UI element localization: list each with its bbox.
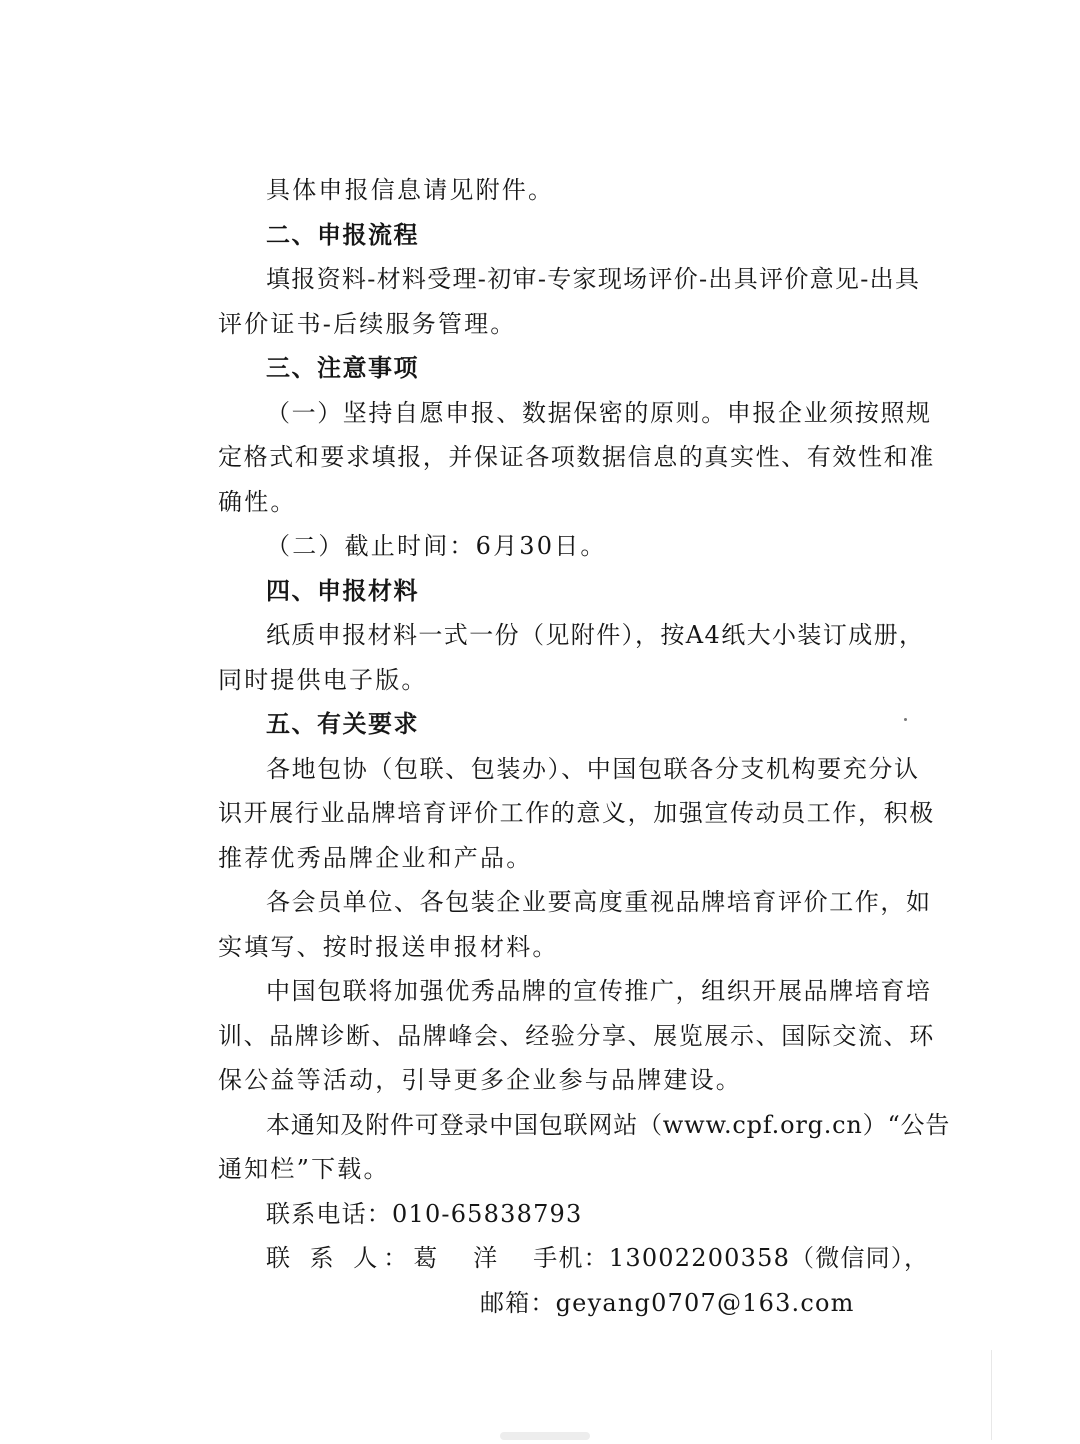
paragraph-line: 评价证书-后续服务管理。 <box>218 309 517 338</box>
paragraph-line: 中国包联将加强优秀品牌的宣传推广，组织开展品牌培育培 <box>266 977 932 1005</box>
person-label: 联 系 人： <box>266 1244 414 1272</box>
section-heading-materials: 四、申报材料 <box>266 576 419 605</box>
paragraph-line: 识开展行业品牌培育评价工作的意义，加强宣传动员工作，积极 <box>218 799 935 827</box>
paragraph-line: 各地包协（包联、包装办）、中国包联各分支机构要充分认 <box>266 754 920 783</box>
paragraph-line: 填报资料-材料受理-初审-专家现场评价-出具评价意见-出具 <box>266 265 921 293</box>
paragraph-line: （一）坚持自愿申报、数据保密的原则。申报企业须按照规 <box>266 398 932 427</box>
document-body <box>218 168 951 1325</box>
paragraph-line: 通知栏”下载。 <box>218 1155 390 1183</box>
phone-number: 010-65838793 <box>392 1199 583 1228</box>
paragraph-line: 各会员单位、各包装企业要高度重视品牌培育评价工作，如 <box>266 888 932 916</box>
paragraph-line: 训、品牌诊断、品牌峰会、经验分享、展览展示、国际交流、环 <box>218 1021 935 1050</box>
scan-edge-shadow <box>991 1350 992 1440</box>
email-label: 邮箱： <box>480 1288 556 1317</box>
paragraph-line: 实填写、按时报送申报材料。 <box>218 932 559 961</box>
scan-artifact <box>904 718 907 721</box>
mobile-label: 手机： <box>533 1244 609 1272</box>
phone-label: 联系电话： <box>266 1199 392 1228</box>
paragraph-line: 具体申报信息请见附件。 <box>266 176 555 204</box>
paragraph-line: 纸质申报材料一式一份（见附件），按A4纸大小装订成册， <box>266 621 925 649</box>
paragraph-line: 同时提供电子版。 <box>218 665 428 694</box>
contact-email-line <box>218 1281 882 1326</box>
paragraph-line: 确性。 <box>218 487 297 516</box>
person-name: 葛 洋 <box>413 1244 504 1272</box>
paragraph-line: （二）截止时间：6月30日。 <box>266 532 607 560</box>
email-address[interactable]: geyang0707@163.com <box>555 1288 855 1317</box>
contact-phone-line <box>218 1192 882 1237</box>
paragraph-line: 定格式和要求填报，并保证各项数据信息的真实性、有效性和准 <box>218 443 935 471</box>
section-heading-process: 二、申报流程 <box>266 220 419 249</box>
paragraph-line: 推荐优秀品牌企业和产品。 <box>218 843 533 872</box>
contact-person-line <box>218 1236 930 1281</box>
section-heading-requirements: 五、有关要求 <box>266 710 419 738</box>
paragraph-line: 本通知及附件可登录中国包联网站（www.cpf.org.cn）“公告 <box>266 1110 951 1139</box>
section-heading-notes: 三、注意事项 <box>266 354 419 382</box>
mobile-number: 13002200358（微信同）， <box>608 1244 930 1272</box>
scan-smudge <box>500 1432 590 1440</box>
paragraph-line: 保公益等活动，引导更多企业参与品牌建设。 <box>218 1066 742 1094</box>
